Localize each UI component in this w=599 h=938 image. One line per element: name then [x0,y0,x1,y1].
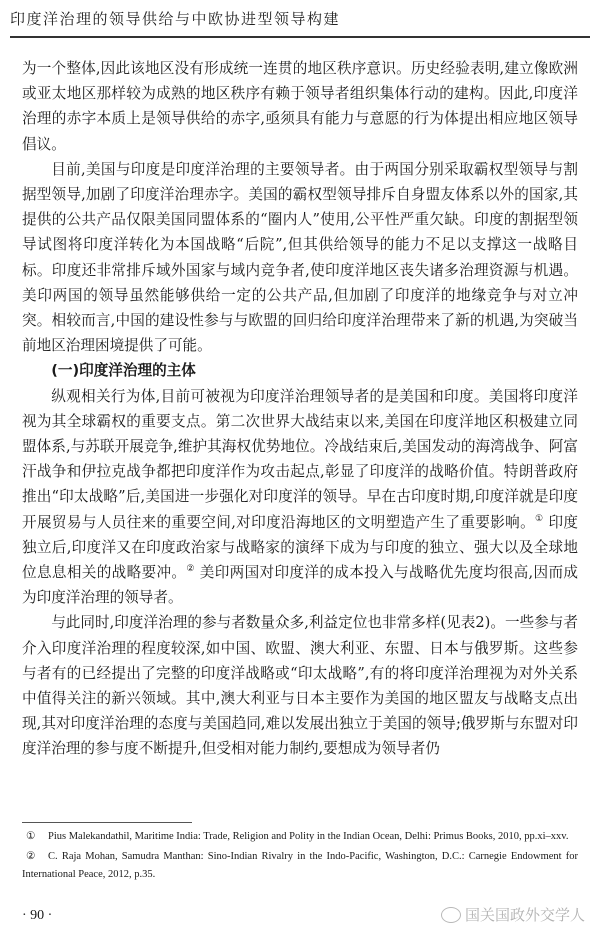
footnotes [22,828,578,886]
paragraph-text: 印度独立后,印度洋又在印度政治家与战略家的演绎下成为与印度的独立、强大以及全球地位息息相关的战略要冲。 [22,513,578,582]
footnote-rule [22,822,192,823]
header-rule [10,36,590,38]
page-number: · 90 · [22,908,53,923]
footnote [22,848,578,884]
footnote [22,828,578,846]
footnote-number: ① [26,831,36,842]
paragraph-text: 美印两国对印度洋的成本投入与战略优先度均很高,因而成为印度洋治理的领导者。 [22,564,578,607]
footnote-ref[interactable]: ① [535,513,544,524]
paragraph [22,384,578,611]
running-header: 印度洋治理的领导供给与中欧协进型领导构建 [10,10,341,28]
main-body [22,56,578,762]
watermark [441,904,585,925]
section-heading: (一)印度洋治理的主体 [51,362,196,380]
footnote-text: C. Raja Mohan, Samudra Manthan: Sino-Indian Rivalry in the Indo-Pacific, Washington, D.C.: Carnegie Endowment for International Peace, 2012, p.35. [22,851,578,880]
watermark-text: 国关国政外交学人 [464,906,585,924]
paragraph-text: 纵观相关行为体,目前可被视为印度洋治理领导者的是美国和印度。美国将印度洋视为其全球霸权的重要支点。第二次世界大战结束以来,美国在印度洋地区积极建立同盟体系,与苏联开展竞争,维护其海权优势地位。冷战结束后,美国发动的海湾战争、阿富汗战争和伊拉克战争都把印度洋作为攻击起点,彰显了印度洋的战略价值。特朗普政府推出“印太战略”后,美国进一步强化对印度洋的领导。早在古印度时期,印度洋就是印度开展贸易与人员往来的重要空间,对印度沿海地区的文明塑造产生了重要影响。 [22,387,578,531]
wechat-icon [441,907,461,923]
footnote-number: ② [26,851,36,862]
paragraph-continued: 为一个整体,因此该地区没有形成统一连贯的地区秩序意识。历史经验表明,建立像欧洲或亚太地区那样较为成熟的地区秩序有赖于领导者组织集体行动的建构。因此,印度洋治理的赤字本质上是领导供给的赤字,亟须具有能力与意愿的行为体提出相应地区领导倡议。 [22,60,578,153]
paragraph: 目前,美国与印度是印度洋治理的主要领导者。由于两国分别采取霸权型领导与割据型领导,加剧了印度洋治理赤字。美国的霸权型领导排斥自身盟友体系以外的国家,其提供的公共产品仅限美国同盟体系的“圈内人”使用,公平性严重欠缺。印度的割据型领导试图将印度洋转化为本国战略“后院”,但其供给领导的能力不足以支撑这一战略目标。印度还非常排斥域外国家与域内竞争者,使印度洋地区丧失诸多治理资源与机遇。美印两国的领导虽然能够供给一定的公共产品,但加剧了印度洋的地缘竞争与对立冲突。相较而言,中国的建设性参与与欧盟的回归给印度洋治理带来了新的机遇,为突破当前地区治理困境提供了可能。 [22,160,578,355]
footnote-ref[interactable]: ② [186,564,195,575]
footnote-text: Pius Malekandathil, Maritime India: Trade, Religion and Polity in the Indian Ocean, Delhi: Primus Books, 2010, pp.xi–xxv. [48,831,569,842]
paragraph: 与此同时,印度洋治理的参与者数量众多,利益定位也非常多样(见表2)。一些参与者介入印度洋治理的程度较深,如中国、欧盟、澳大利亚、东盟、日本与俄罗斯。这些参与者有的已经提出了完整的印度洋战略或“印太战略”,有的将印度洋治理视为对外关系中值得关注的新兴领域。其中,澳大利亚与日本主要作为美国的地区盟友与战略支点出现,其对印度洋治理的态度与美国趋同,难以发展出独立于美国的领导;俄罗斯与东盟对印度洋治理的参与度不断提升,但受相对能力制约,要想成为领导者仍 [22,614,578,758]
